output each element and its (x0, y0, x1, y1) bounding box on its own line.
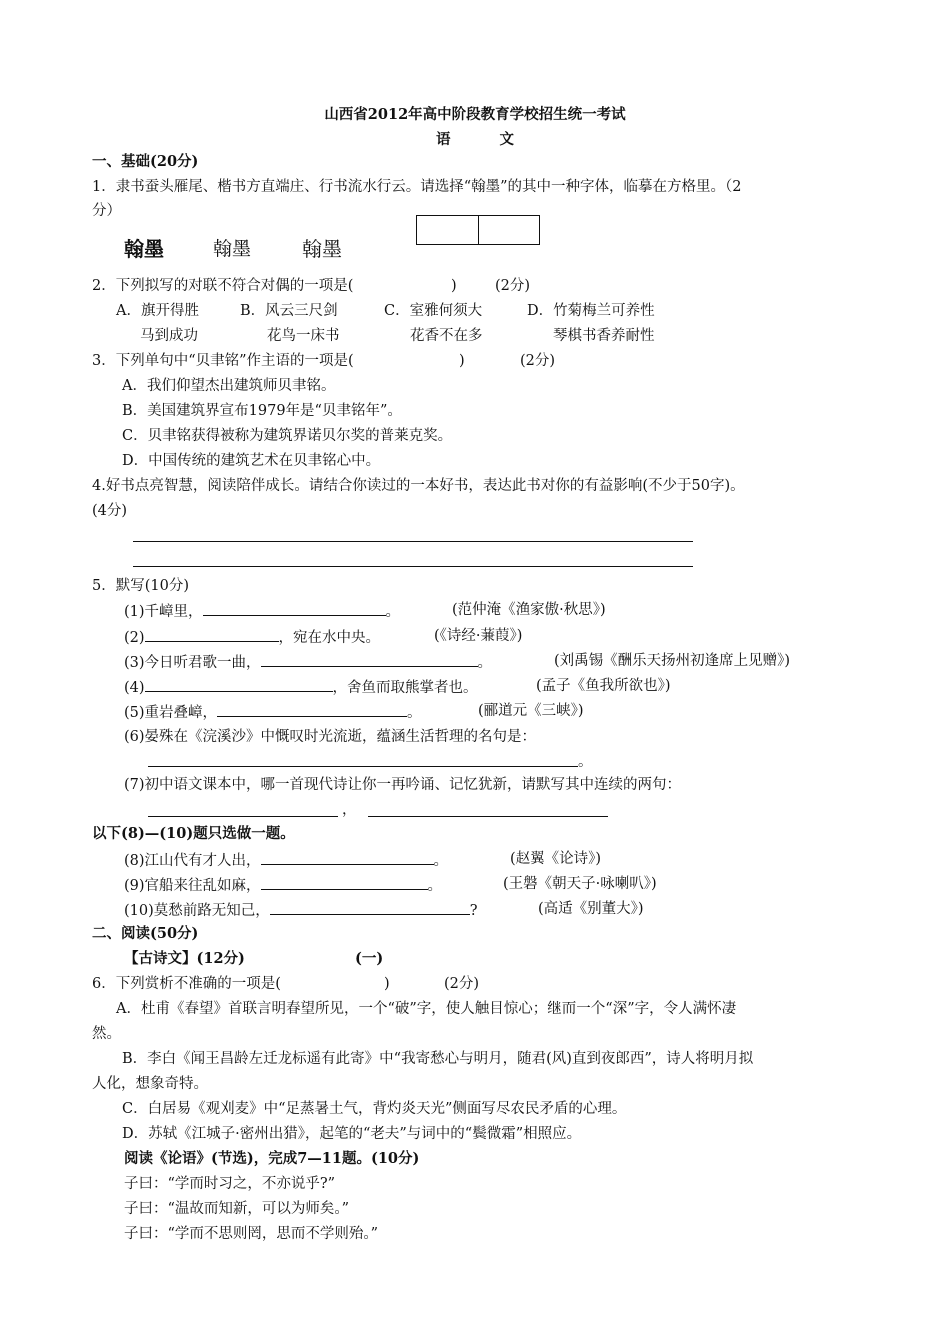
q5-item-7: (7)初中语文课本中，哪一首现代诗让你一再吟诵、记忆犹新，请默写其中连续的两句： (124, 777, 682, 793)
answer-line[interactable] (148, 816, 338, 817)
q2-option-b: B．风云三尺剑 (240, 303, 338, 319)
q6-option-a: A．杜甫《春望》首联言明春望所见，一个“破”字，使人触目惊心；继而一个“深”字，令人满怀凄 (116, 1001, 737, 1017)
item-4-prompt: (4) (124, 680, 145, 696)
q3-score: (2分) (520, 353, 556, 369)
q2-option-d: D．竹菊梅兰可养性 (527, 303, 655, 319)
grid-cell[interactable] (417, 216, 478, 244)
sample-xingshu: 翰墨 (302, 237, 342, 261)
fill-blank[interactable] (145, 676, 333, 692)
item-8-end: 。 (433, 853, 449, 869)
q5-item-8 (124, 849, 448, 871)
item-4-end: ，舍鱼而取熊掌者也。 (332, 680, 478, 696)
sample-lishu: 翰墨 (124, 237, 164, 261)
q5-item-5-source: (郦道元《三峡》) (478, 703, 584, 719)
item-3-prompt: (3)今日听君歌一曲， (124, 655, 261, 671)
optional-heading: 以下(8)—(10)题只选做一题。 (92, 825, 295, 842)
q3-option-d: D．中国传统的建筑艺术在贝聿铭心中。 (122, 453, 381, 469)
classical-subheading: 【古诗文】(12分) (124, 950, 245, 967)
item-1-prompt: (1)千嶂里， (124, 604, 203, 620)
q6-score: (2分) (444, 976, 480, 992)
q5-item-1 (124, 600, 400, 622)
q5-item-10-source: (高适《别董大》) (538, 901, 644, 917)
q5-item-8-source: (赵翼《论诗》) (510, 851, 602, 867)
item-9-prompt: (9)官船来往乱如麻， (124, 878, 261, 894)
q2-option-a-line2: 马到成功 (140, 328, 198, 344)
answer-line[interactable] (368, 816, 608, 817)
item-1-end: 。 (385, 604, 401, 620)
q5-item-2-source: (《诗经·蒹葭》) (434, 628, 523, 644)
q5-item-6-end: 。 (578, 754, 593, 770)
q2-stem: 2．下列拟写的对联不符合对偶的一项是( (92, 278, 354, 294)
fill-blank[interactable] (261, 874, 428, 890)
item-5-end: 。 (407, 705, 422, 721)
q2-option-d-line2: 琴棋书香养耐性 (553, 328, 655, 344)
q2-option-c-line2: 花香不在多 (410, 328, 483, 344)
q4-text: 4.好书点亮智慧，阅读陪伴成长。请结合你读过的一本好书，表达此书对你的有益影响(不少于50字)。 (92, 478, 745, 494)
q5-item-7-comma: ， (342, 802, 357, 818)
q6-option-a-cont: 然。 (92, 1026, 121, 1042)
section-2-heading: 二、阅读(50分) (92, 925, 199, 942)
q5-item-1-source: (范仲淹《渔家傲·秋思》) (452, 602, 606, 618)
item-9-end: 。 (427, 878, 443, 894)
lunyu-line-1: 子曰：“学而时习之，不亦说乎?” (124, 1176, 336, 1192)
lunyu-line-3: 子曰：“学而不思则罔，思而不学则殆。” (124, 1226, 379, 1242)
q6-option-b: B．李白《闻王昌龄左迁龙标遥有此寄》中“我寄愁心与明月，随君(风)直到夜郎西”，诗人将明月拟 (122, 1051, 754, 1067)
q2-close: ) (451, 278, 457, 294)
lunyu-heading: 阅读《论语》(节选)，完成7—11题。(10分) (124, 1150, 420, 1167)
q5-item-9 (124, 874, 442, 896)
q6-option-b-cont: 人化，想象奇特。 (92, 1076, 208, 1092)
item-8-prompt: (8)江山代有才人出， (124, 853, 261, 869)
q5-item-10 (124, 899, 478, 921)
q2-option-b-line2: 花鸟一床书 (267, 328, 340, 344)
q5-item-3-source: (刘禹锡《酬乐天扬州初逢席上见赠》) (554, 653, 791, 669)
sample-kaishu: 翰墨 (213, 238, 252, 260)
q5-item-3 (124, 651, 492, 673)
q3-option-a: A．我们仰望杰出建筑师贝聿铭。 (122, 378, 336, 394)
fill-blank[interactable] (261, 849, 434, 865)
lunyu-line-2: 子曰：“温故而知新，可以为师矣。” (124, 1201, 350, 1217)
answer-line[interactable] (133, 566, 693, 567)
item-2-prompt: (2) (124, 630, 145, 646)
item-10-prompt: (10)莫愁前路无知己， (124, 903, 270, 919)
q6-option-d: D．苏轼《江城子·密州出猎》，起笔的“老夫”与词中的“鬓微霜”相照应。 (122, 1126, 582, 1142)
q1-text: 1．隶书蚕头雁尾、楷书方直端庄、行书流水行云。请选择“翰墨”的其中一种字体，临摹在方格里。（2 (92, 179, 742, 195)
q2-option-a: A．旗开得胜 (116, 303, 199, 319)
item-3-end: 。 (477, 655, 493, 671)
fill-blank[interactable] (217, 701, 407, 717)
q4-score: (4分) (92, 503, 128, 519)
fill-blank[interactable] (270, 899, 470, 915)
practice-grid[interactable] (416, 215, 540, 245)
q5-item-2 (124, 626, 380, 648)
exam-title: 山西省2012年高中阶段教育学校招生统一考试 (324, 106, 626, 123)
fill-blank[interactable] (261, 651, 478, 667)
q5-item-5 (124, 701, 422, 723)
part-one-label: (一) (355, 950, 384, 967)
section-1-heading: 一、基础(20分) (92, 153, 199, 170)
q5-item-6: (6)晏殊在《浣溪沙》中慨叹时光流逝，蕴涵生活哲理的名句是： (124, 729, 537, 745)
exam-subject: 语 文 (435, 131, 537, 148)
q6-close: ) (384, 976, 390, 992)
q3-option-c: C．贝聿铭获得被称为建筑界诺贝尔奖的普莱克奖。 (122, 428, 453, 444)
grid-cell[interactable] (478, 216, 540, 244)
q1-text-cont: 分） (92, 203, 121, 219)
q3-close: ) (459, 353, 465, 369)
fill-blank[interactable] (203, 600, 386, 616)
fill-blank[interactable] (145, 626, 279, 642)
q5-item-9-source: (王磐《朝天子·咏喇叭》) (503, 876, 657, 892)
answer-line[interactable] (148, 766, 578, 767)
q3-stem: 3．下列单句中“贝聿铭”作主语的一项是( (92, 353, 354, 369)
item-5-prompt: (5)重岩叠嶂， (124, 705, 218, 721)
item-10-end: ? (469, 903, 478, 919)
q3-option-b: B．美国建筑界宣布1979年是“贝聿铭年”。 (122, 403, 402, 419)
q6-stem: 6．下列赏析不准确的一项是( (92, 976, 281, 992)
q5-item-4 (124, 676, 478, 698)
q2-score: (2分) (495, 278, 531, 294)
q6-option-c: C．白居易《观刈麦》中“足蒸暑土气，背灼炎天光”侧面写尽农民矛盾的心理。 (122, 1101, 627, 1117)
item-2-end: ，宛在水中央。 (278, 630, 381, 646)
q5-item-4-source: (孟子《鱼我所欲也》) (536, 678, 671, 694)
answer-line[interactable] (133, 541, 693, 542)
q5-stem: 5．默写(10分) (92, 578, 189, 594)
q2-option-c: C．室雅何须大 (384, 303, 483, 319)
